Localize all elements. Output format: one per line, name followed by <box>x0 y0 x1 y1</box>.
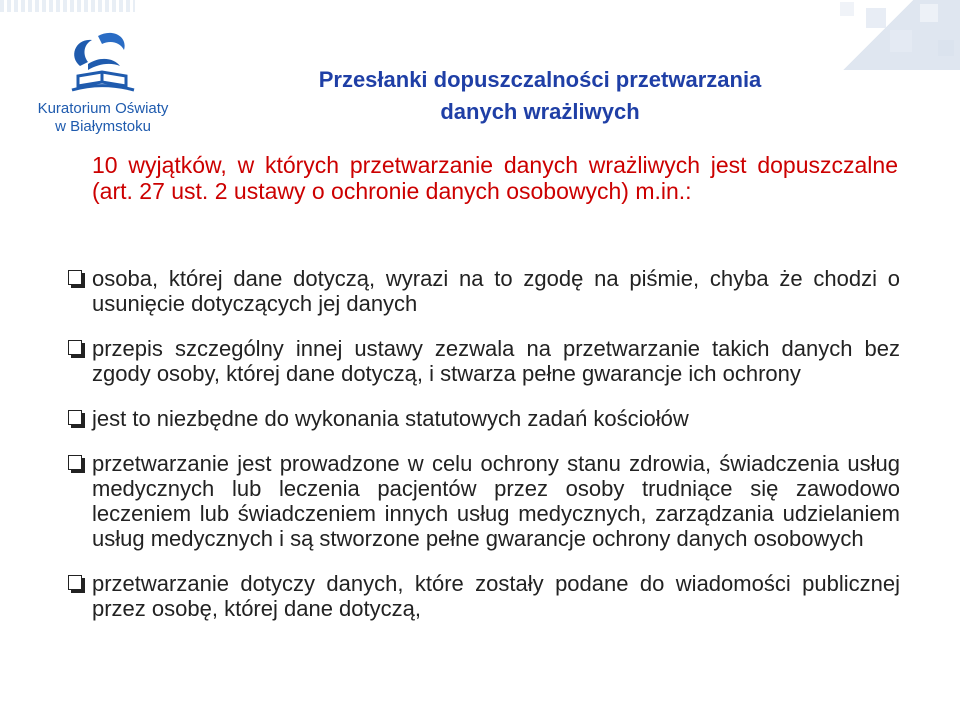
checkbox-bullet-icon <box>68 455 82 470</box>
logo-line-1: Kuratorium Oświaty <box>37 100 169 117</box>
page-title-line-1: Przesłanki dopuszczalności przetwarzania <box>318 67 762 92</box>
checkbox-bullet-icon <box>68 340 82 355</box>
checkbox-bullet-icon <box>68 410 82 425</box>
page-title-line-2: danych wrażliwych <box>440 99 640 124</box>
list-item-text: przetwarzanie jest prowadzone w celu ochrony stanu zdrowia, świadczenia usług medycznych lub leczenia pacjentów przez osoby trudniące się zawodowo leczeniem lub świadczeniem innych usług medycznych, zarządzania udzielaniem usług medycznych i są stworzone pełne gwarancje ochrony danych osobowych <box>92 451 900 551</box>
logo <box>28 30 178 142</box>
list-item <box>66 451 900 551</box>
decor-top-left <box>0 0 135 12</box>
page-title <box>230 64 850 128</box>
list-item-text: osoba, której dane dotyczą, wyrazi na to zgodę na piśmie, chyba że chodzi o usunięcie dotyczących jej danych <box>92 266 900 316</box>
list-item <box>66 406 900 431</box>
kuratorium-emblem-icon <box>58 30 148 98</box>
logo-text <box>28 100 178 136</box>
exception-list <box>66 266 900 621</box>
list-item-text: przepis szczególny innej ustawy zezwala na przetwarzanie takich danych bez zgody osoby, której dane dotyczą, i stwarza pełne gwarancje ich ochrony <box>92 336 900 386</box>
list-item-text: jest to niezbędne do wykonania statutowych zadań kościołów <box>92 406 689 431</box>
checkbox-bullet-icon <box>68 575 82 590</box>
list-item <box>66 571 900 621</box>
intro-text: 10 wyjątków, w których przetwarzanie danych wrażliwych jest dopuszczalne (art. 27 ust. 2 ustawy o ochronie danych osobowych) m.in.: <box>92 152 898 204</box>
list-item-text: przetwarzanie dotyczy danych, które zostały podane do wiadomości publicznej przez osobę, której dane dotyczą, <box>92 571 900 621</box>
list-item <box>66 266 900 316</box>
list-item <box>66 336 900 386</box>
decor-top-right <box>770 0 960 70</box>
logo-line-2: w Białymstoku <box>55 118 151 135</box>
checkbox-bullet-icon <box>68 270 82 285</box>
